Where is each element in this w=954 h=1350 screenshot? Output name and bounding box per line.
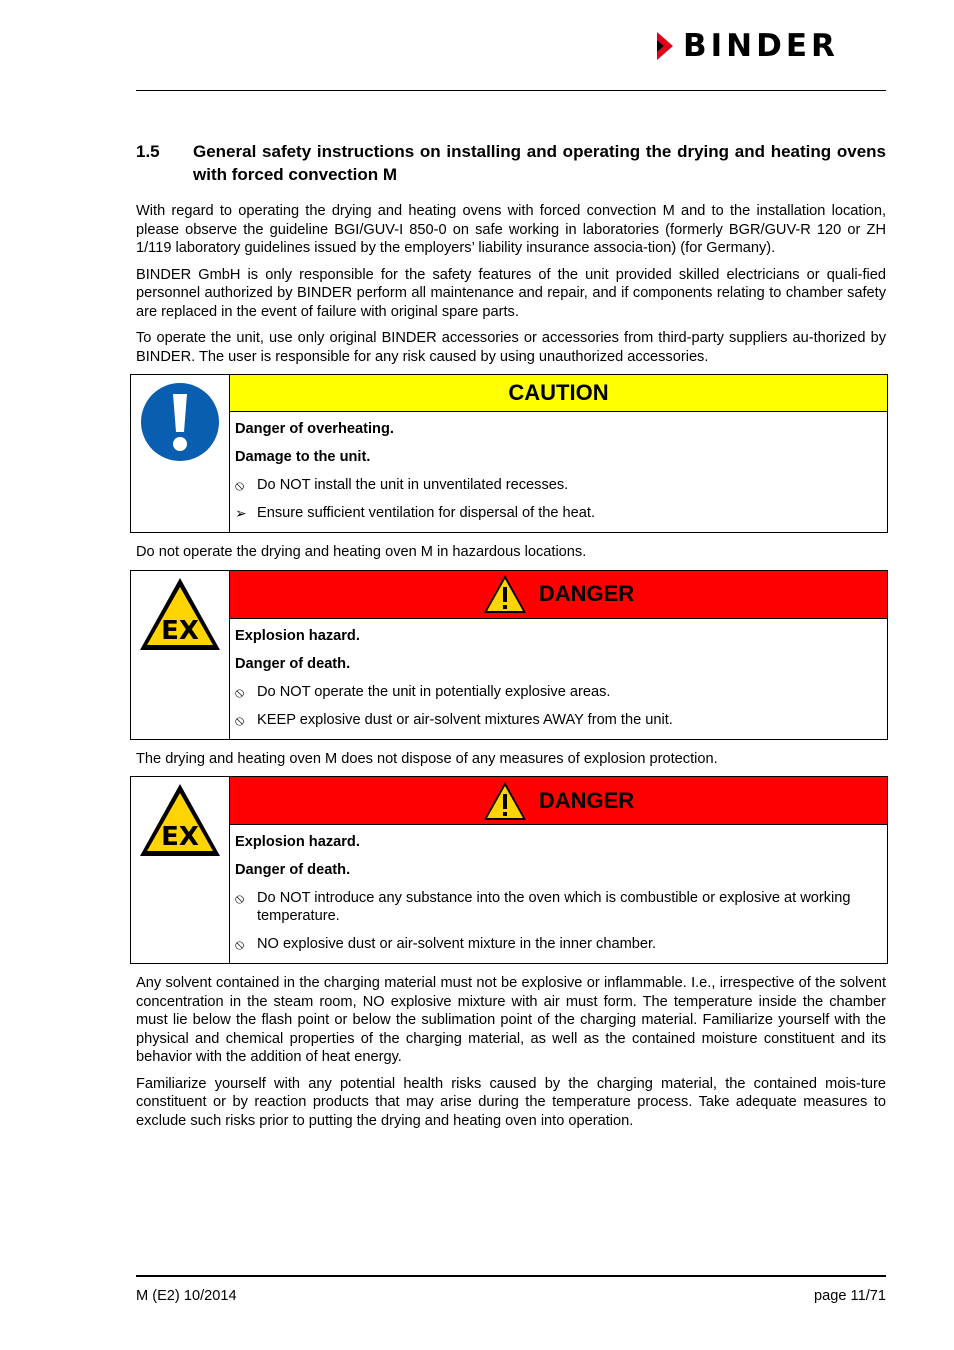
danger-banner <box>230 777 887 825</box>
danger-icon-cell <box>131 571 230 739</box>
caution-banner: CAUTION <box>230 375 887 412</box>
paragraph: To operate the unit, use only original BINDER accessories or accessories from third-party suppliers au-thorized by BINDER. The user is responsible for any risk caused by using unauthorized accessories. <box>136 330 886 365</box>
section-title: General safety instructions on installing and operating the drying and heating ovens with forced convection M <box>193 142 886 184</box>
danger-line: ⦸ Do NOT operate the unit in potentially explosive areas. <box>235 683 611 700</box>
paragraph: With regard to operating the drying and heating ovens with forced convection M and to the installation location, please observe the guideline BGI/GUV-I 850-0 on safe working in laboratories (formerly BGR/GUV-R 120 or ZH 1/119 laboratory guidelines issued by the employers’ liability insurance associa-tion) (for Germany). <box>136 203 886 256</box>
danger-line: Explosion hazard. <box>235 627 360 644</box>
svg-text:EX: EX <box>161 822 199 852</box>
prohibition-icon: ⦸ <box>235 683 245 700</box>
prohibition-icon: ⦸ <box>235 477 245 493</box>
danger-icon-cell <box>131 777 230 963</box>
page-content <box>136 140 886 1138</box>
footer-page-number: page 11/71 <box>814 1288 886 1304</box>
ex-explosion-warning-icon <box>138 782 222 858</box>
paragraph: Familiarize yourself with any potential health risks caused by the charging material, the contained mois-ture constituent or by reaction products that may arise during the temperature process. Take adequate measures to exclude such risks prior to putting the drying and heating oven into operation. <box>136 1075 886 1129</box>
danger-line: ⦸ Do NOT introduce any substance into the oven which is combustible or explosive at working temperature. <box>235 890 851 924</box>
caution-line: Damage to the unit. <box>235 449 371 465</box>
prohibition-icon: ⦸ <box>235 936 245 952</box>
danger-box <box>130 776 888 964</box>
mandatory-exclamation-icon <box>138 380 222 464</box>
binder-logo-mark-icon <box>655 30 675 62</box>
danger-label: DANGER <box>538 787 635 813</box>
danger-line: Explosion hazard. <box>235 834 360 850</box>
warning-triangle-icon <box>483 781 527 821</box>
danger-line: ⦸ KEEP explosive dust or air-solvent mixtures AWAY from the unit. <box>235 711 673 728</box>
danger-banner <box>230 571 887 619</box>
caution-box <box>130 374 888 533</box>
paragraph: Any solvent contained in the charging material must not be explosive or inflammable. I.e., irrespective of the solvent concentration in the steam room, NO explosive mixture with air must form. The temperature inside the chamber must lie below the flash point or below the sublimation point of the charging material. Familiarize yourself with the physical and chemical properties of the charging material, as well as the contained moisture constituent and its behavior with the addition of heat energy. <box>136 975 886 1065</box>
binder-logo <box>655 30 839 62</box>
footer-doc-id: M (E2) 10/2014 <box>136 1288 237 1304</box>
caution-line: Danger of overheating. <box>235 421 394 437</box>
paragraph: Do not operate the drying and heating oven M in hazardous locations. <box>136 544 587 560</box>
caution-line: ⦸ Do NOT install the unit in unventilated recesses. <box>235 477 569 493</box>
section-number: 1.5 <box>136 142 160 161</box>
arrow-bullet-icon: ➢ <box>235 505 247 521</box>
header-rule <box>136 90 886 91</box>
footer <box>136 1288 886 1304</box>
footer-rule <box>136 1275 886 1277</box>
danger-line: Danger of death. <box>235 862 351 878</box>
caution-line: ➢ Ensure sufficient ventilation for dispersal of the heat. <box>235 505 596 521</box>
prohibition-icon: ⦸ <box>235 890 245 906</box>
section-heading <box>136 140 886 186</box>
danger-line: ⦸ NO explosive dust or air-solvent mixture in the inner chamber. <box>235 936 657 952</box>
danger-label: DANGER <box>538 581 635 606</box>
svg-text:EX: EX <box>161 615 199 646</box>
logo-text: BINDER <box>683 28 839 64</box>
danger-box <box>130 570 888 740</box>
paragraph: The drying and heating oven M does not dispose of any measures of explosion protection. <box>136 750 718 767</box>
paragraph: BINDER GmbH is only responsible for the safety features of the unit provided skilled electricians or quali-fied personnel authorized by BINDER perform all maintenance and repair, and if components relating to chamber safety are replaced in the event of failure with original spare parts. <box>136 266 886 320</box>
warning-triangle-icon <box>483 574 527 614</box>
danger-line: Danger of death. <box>235 655 351 672</box>
caution-icon-cell <box>131 375 230 532</box>
ex-explosion-warning-icon <box>138 576 222 652</box>
prohibition-icon: ⦸ <box>235 711 245 728</box>
